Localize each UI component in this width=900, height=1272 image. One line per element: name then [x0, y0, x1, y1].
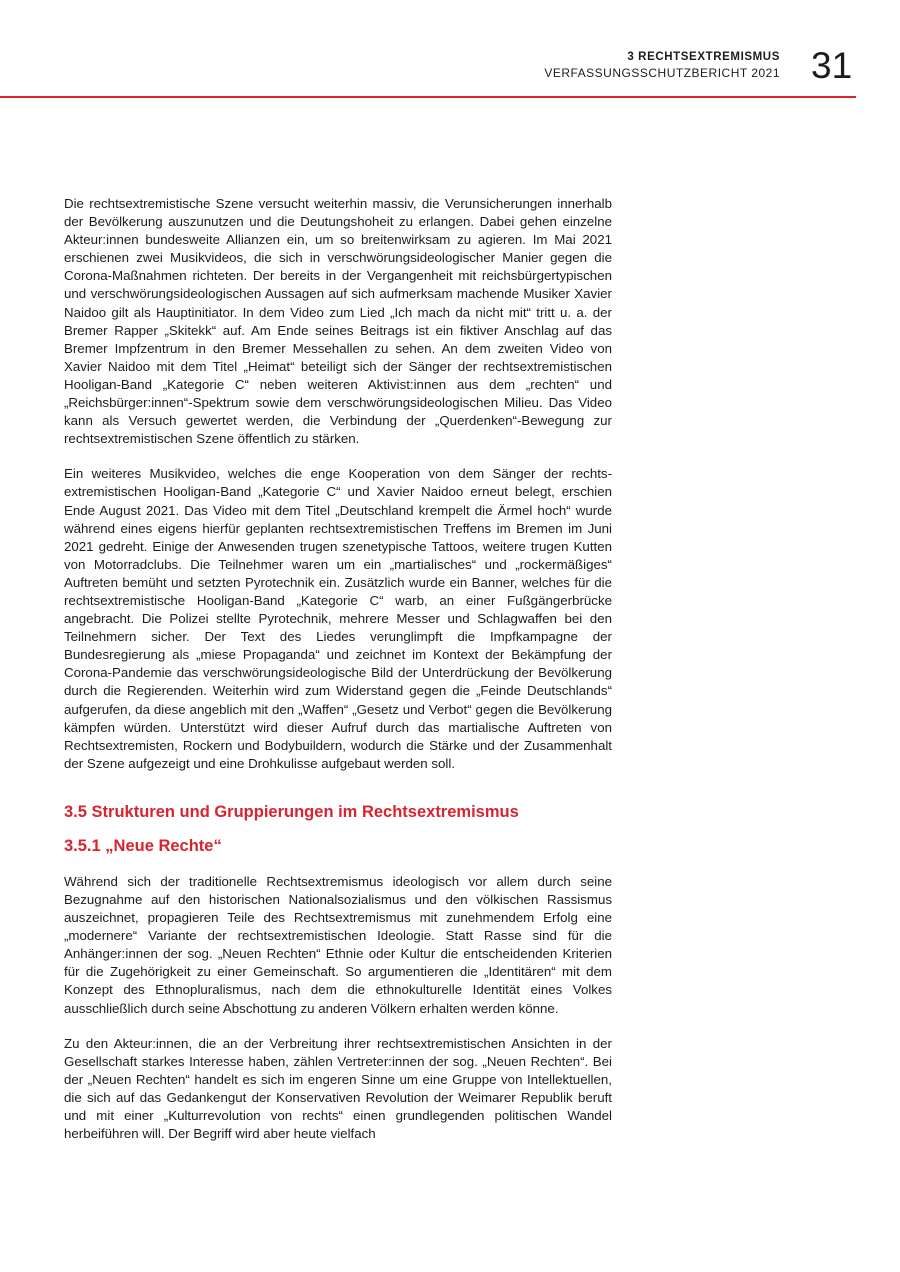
running-head [544, 50, 780, 81]
paragraph-1: Die rechtsextremistische Szene versucht weiterhin massiv, die Verunsicherungen innerhalb der Bevölkerung auszunutzen und die Deutungshoheit zu erlangen. Dabei gehen einzelne Akteur:innen bundesweite Allianzen ein, um so breitenwirksam zu agieren. Im Mai 2021 erschienen zwei Musikvideos, die sich in verschwörungsideologischer Manier gegen die Corona-Maßnahmen richteten. Der bereits in der Vergangenheit mit reichsbürgertypischen und verschwörungsideologischen Aussagen auf sich aufmerksam machende Musiker Xavier Naidoo gilt als Hauptinitiator. In dem Video zum Lied „Ich mach da nicht mit“ tritt u. a. der Bremer Rapper „Skitekk“ auf. Am Ende seines Beitrags ist ein fiktiver Anschlag auf das Bremer Impfzentrum in den Bremer Messehallen zu sehen. An dem zweiten Video von Xavier Naidoo mit dem Titel „Heimat“ beteiligt sich der Sänger der rechtsextremistischen Hooligan-Band „Kategorie C“ neben weiteren Aktivist:innen aus dem „rechten“ und „Reichsbürger:innen“-Spektrum sowie dem verschwörungsideologischen Milieu. Das Video kann als Versuch gewertet werden, die Verbindung der „Querdenken“-Bewegung zur rechtsextremistischen Szene öffentlich zu stärken. [64, 196, 612, 447]
page-number: 31 [811, 45, 853, 86]
chapter-title: 3 RECHTSEXTREMISMUS [627, 51, 780, 63]
page-header [0, 0, 900, 100]
section-spacer [64, 773, 612, 801]
paragraph-4: Zu den Akteur:innen, die an der Verbreitung ihrer rechtsextremistischen Ansichten in der Gesellschaft starkes Interesse haben, zählen Vertreter:innen der sog. „Neuen Rechten“. Bei der „Neuen Rechten“ handelt es sich im engeren Sinne um eine Gruppe von Intellektuellen, die sich auf das Gedankengut der Konservativen Revolution der Weimarer Republik beruft und mit einer „Kulturrevolution von rechts“ einen grundlegenden politischen Wandel herbeiführen will. Der Begriff wird aber heute vielfach [64, 1035, 612, 1142]
report-title: VERFASSUNGSSCHUTZBERICHT 2021 [544, 66, 780, 80]
subsection-heading: 3.5.1 „Neue Rechte“ [64, 836, 222, 855]
header-divider [0, 96, 856, 98]
paragraph-spacer [64, 1018, 612, 1035]
section-heading: 3.5 Strukturen und Gruppierungen im Rechtsextremismus [64, 802, 519, 821]
main-text [64, 195, 612, 1143]
paragraph-2: Ein weiteres Musikvideo, welches die enge Kooperation von dem Sänger der rechtsextremistischen Hooligan-Band „Kategorie C“ und Xavier Naidoo erneut belegt, erschien Ende August 2021. Das Video mit dem Titel „Deutschland krempelt die Ärmel hoch“ wurde während eines eigens hierfür geplanten rechtsextremistischen Treffens im Bremen im Juni 2021 gedreht. Einige der Anwesenden trugen szenetypische Tattoos, weitere trugen Kutten von Motorradclubs. Die Teilnehmer waren um ein „martialisches“ und „rockermäßiges“ Auftreten bemüht und setzten Pyrotechnik ein. Zusätzlich wurde ein Banner, welches für die rechtsextremistische Hooligan-Band „Kategorie C“ warb, an einer Fußgängerbrücke angebracht. Die Polizei stellte Pyrotechnik, mehrere Messer und Schlagwaffen bei den Teilnehmern sicher. Der Text des Liedes verunglimpft die Impfkampagne der Bundesregierung als „miese Propaganda“ und zeichnet im Kontext der Bekämpfung der Corona-Pandemie das verschwörungsideologische Bild der Unterdrückung der Bevölkerung durch die Regierenden. Weiterhin wird zum Widerstand gegen die „Feinde Deutschlands“ aufgerufen, da diese angeblich mit den „Waffen“ „Gesetz und Verbot“ gegen die Bevölkerung kämpfen würden. Unterstützt wird dieser Aufruf durch das martialische Auftreten von Rechtsextremisten, Rockern und Bodybuildern, wodurch die Stärke und der Zusammenhalt der Szene aufgezeigt und eine Drohkulisse aufgebaut werden soll. [64, 466, 612, 771]
paragraph-spacer [64, 448, 612, 465]
paragraph-3: Während sich der traditionelle Rechtsextremismus ideologisch vor allem durch seine Bezugnahme auf den historischen Nationalsozialismus und den völkischen Rassismus auszeichnet, propagieren Teile des Rechtsextremismus mit zunehmendem Erfolg eine „modernere“ Variante der rechtsextremistischen Ideologie. Statt Rasse sind für die Anhänger:innen der sog. „Neuen Rechten“ Ethnie oder Kultur die entscheidenden Kriterien für die Zugehörigkeit zu einer Gemeinschaft. So argumentieren die „Identitären“ mit dem Konzept des Ethnopluralismus, nach dem die ethnokulturelle Identität eines Volkes ausschließlich durch seine Abschottung zu anderen Völkern erhalten werden könne. [64, 873, 612, 1016]
heading-spacer [64, 857, 612, 873]
heading-spacer [64, 823, 612, 835]
